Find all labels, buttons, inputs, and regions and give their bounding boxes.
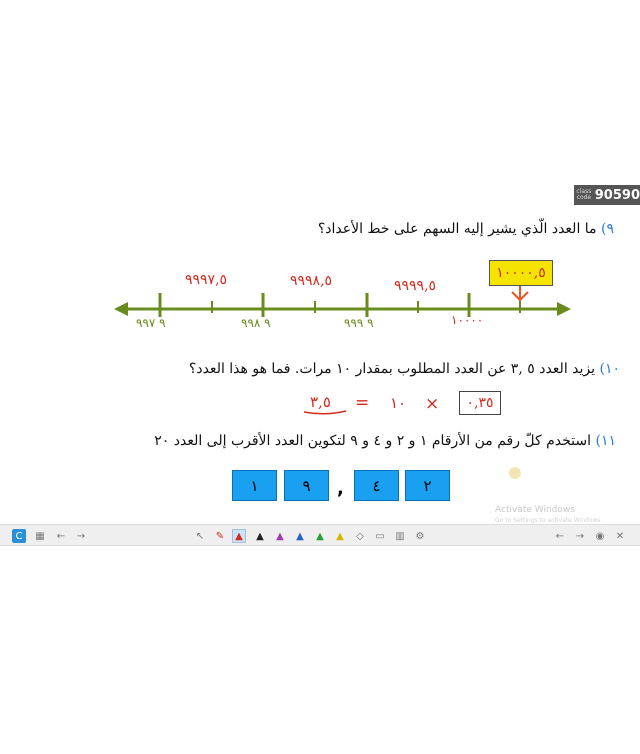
nav-back-icon[interactable]: ← bbox=[555, 530, 565, 542]
digit-tile-4[interactable]: ٢ bbox=[405, 470, 450, 501]
question-10-text: يزيد العدد ٥ ,٣ عن العدد المطلوب بمقدار ١٠ مرات. فما هو هذا العدد؟ bbox=[188, 361, 596, 377]
activate-windows-title: Activate Windows bbox=[495, 505, 575, 515]
grid-icon[interactable]: ▦ bbox=[35, 530, 45, 542]
chart-icon[interactable]: ▥ bbox=[395, 530, 405, 542]
close-icon[interactable]: ✕ bbox=[615, 530, 625, 542]
number-line-left-arrow bbox=[114, 302, 128, 316]
nav-forward-icon[interactable]: → bbox=[575, 530, 585, 542]
lower-label-2: ٩ ٩٩٨ bbox=[241, 316, 271, 330]
class-code-label: class code bbox=[576, 188, 592, 201]
equation-ten: ١٠ bbox=[390, 394, 407, 412]
pen-blue-icon[interactable]: ▲ bbox=[296, 530, 304, 542]
equation-value-underline bbox=[300, 404, 350, 418]
equation-result: ٠,٣٥ bbox=[466, 395, 494, 411]
lower-label-3: ٩ ٩٩٩ bbox=[344, 316, 374, 330]
laser-icon[interactable]: ✎ bbox=[215, 530, 225, 542]
cursor-highlight bbox=[509, 467, 521, 479]
equation-equals-sign: = bbox=[355, 393, 370, 413]
pen-red-icon[interactable]: ▲ bbox=[232, 529, 246, 543]
app-icon[interactable]: C bbox=[12, 529, 26, 543]
settings-icon[interactable]: ⚙ bbox=[415, 530, 425, 542]
class-code-value: 90590 bbox=[594, 187, 640, 203]
equation-times-sign: × bbox=[425, 394, 440, 414]
question-9 bbox=[318, 221, 614, 237]
question-11-text: استخدم كلّ رقم من الأرقام ١ و ٢ و ٤ و ٩ لتكوين العدد الأقرب إلى العدد ٢٠ bbox=[154, 433, 592, 449]
number-line-right-arrow bbox=[557, 302, 571, 316]
activate-windows-subtitle: Go to Settings to activate Windows. bbox=[495, 517, 603, 524]
eraser-icon[interactable]: ◇ bbox=[356, 530, 364, 542]
answer-box: ١٠٠٠٠,٥ bbox=[489, 260, 553, 286]
pen-green-icon[interactable]: ▲ bbox=[316, 530, 324, 542]
digit-tile-2[interactable]: ٩ bbox=[284, 470, 329, 501]
question-9-number: ٩) bbox=[601, 221, 614, 237]
question-11-number: ١١) bbox=[595, 433, 616, 449]
equation-result-box bbox=[459, 391, 501, 415]
upper-label-3: ٩٩٩٩,٥ bbox=[394, 278, 437, 294]
class-code-badge bbox=[574, 185, 640, 205]
back-arrow-icon[interactable]: ← bbox=[56, 530, 66, 542]
decimal-comma: , bbox=[337, 478, 344, 499]
lower-label-4: ١٠٠٠٠ bbox=[451, 313, 484, 327]
digit-tile-3[interactable]: ٤ bbox=[354, 470, 399, 501]
question-10 bbox=[189, 361, 620, 377]
pointer-icon[interactable]: ↖ bbox=[195, 530, 205, 542]
pen-black-icon[interactable]: ▲ bbox=[256, 530, 264, 542]
equation-value: ٣,٥ bbox=[310, 393, 331, 411]
forward-arrow-icon[interactable]: → bbox=[76, 530, 86, 542]
question-11 bbox=[154, 433, 616, 449]
eye-icon[interactable]: ◉ bbox=[595, 530, 605, 542]
bottom-toolbar bbox=[0, 524, 640, 546]
question-9-text: ما العدد الّذي يشير إليه السهم على خط الأعداد؟ bbox=[317, 221, 597, 237]
question-10-number: ١٠) bbox=[599, 361, 620, 377]
lower-label-1: ٩ ٩٩٧ bbox=[136, 316, 166, 330]
highlighter-icon[interactable]: ▲ bbox=[336, 530, 344, 542]
digit-tile-1[interactable]: ١ bbox=[232, 470, 277, 501]
upper-label-1: ٩٩٩٧,٥ bbox=[185, 272, 228, 288]
screen-icon[interactable]: ▭ bbox=[375, 530, 385, 542]
upper-label-2: ٩٩٩٨,٥ bbox=[290, 273, 333, 289]
pen-purple-icon[interactable]: ▲ bbox=[276, 530, 284, 542]
